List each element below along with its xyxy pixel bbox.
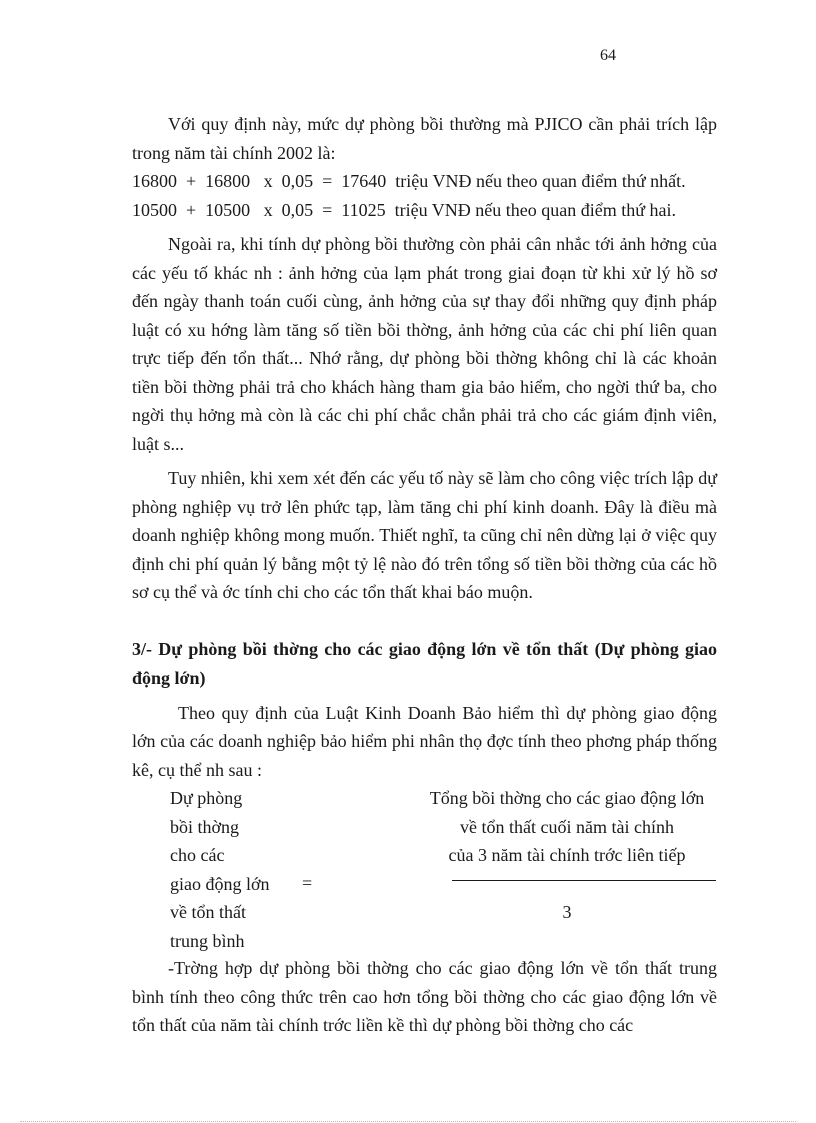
formula-numerator [417,784,717,870]
paragraph-however: Tuy nhiên, khi xem xét đến các yếu tố này sẽ làm cho công việc trích lập dự phòng nghiệp vụ trở lên phức tạp, làm tăng chi phí kinh doanh. Đây là điều mà doanh nghiệp không mong muốn. Thiết nghĩ, ta cũng chỉ nên dừng lại ở việc quy định chi phí quản lý bằng một tỷ lệ nào đó trên tổng số tiền bồi thờng của các hồ sơ cụ thể và ớc tính chi cho các tổn thất khai báo muộn. [132,468,717,602]
numerator-line: của 3 năm tài chính trớc liên tiếp [448,845,686,865]
page-number: 64 [600,47,616,64]
numerator-line: Tổng bồi thờng cho các giao động lớn [429,788,705,808]
formula-equals-sign: = [302,873,313,893]
formula-left-line: bồi thờng [170,816,240,837]
paragraph-case: -Trờng hợp dự phòng bồi thờng cho các giao động lớn về tổn thất trung bình tính theo công thức trên cao hơn tổng bồi thờng cho các giao động lớn về tổn thất của năm tài chính trớc liền kề thì dự phòng bồi thờng cho các [132,958,717,1035]
paragraph-intro: Với quy định này, mức dự phòng bồi thường mà PJICO cần phải trích lập trong năm tài chính 2002 là: [132,114,717,163]
paragraph-regulation: Theo quy định của Luật Kinh Doanh Bảo hiểm thì dự phòng giao động lớn của các doanh nghiệp bảo hiểm phi nhân thọ đợc tính theo phơng pháp thống kê, cụ thể nh sau : [132,702,717,780]
formula-left-line: trung bình [170,930,245,951]
formula-left-line: cho các [170,845,225,865]
page-bottom-border [20,1121,796,1122]
equation-second-view: 10500 + 10500 x 0,05 = 11025 triệu VNĐ nếu theo quan điểm thứ hai. [132,199,676,220]
formula-denominator: 3 [562,902,572,922]
section-heading: 3/- Dự phòng bồi thờng cho các giao động lớn về tổn thất (Dự phòng giao động lớn) [132,638,717,688]
reserve-formula [132,784,717,954]
equation-first-view: 16800 + 16800 x 0,05 = 17640 triệu VNĐ nếu theo quan điểm thứ nhất. [132,171,686,191]
formula-left-line: Dự phòng [170,788,243,808]
formula-left-side [170,784,300,955]
formula-left-line: về tổn thất [170,902,246,922]
paragraph-factors: Ngoài ra, khi tính dự phòng bồi thường còn phải cân nhắc tới ảnh hởng của các yếu tố khác nh : ảnh hởng của lạm phát trong giai đoạn từ khi xử lý hồ sơ đến ngày thanh toán cuối cùng, ảnh hởng của sự thay đổi những quy định pháp luật có xu hớng làm tăng số tiền bồi thờng, ảnh hởng của các chi phí liên quan trực tiếp đến tổn thất... Nhớ rằng, dự phòng bồi thờng không chỉ là các khoản tiền bồi thờng phải trả cho khách hàng tham gia bảo hiểm, cho ngời thứ ba, cho ngời thụ hởng mà còn là các chi phí chắc chắn phải trả cho các giám định viên, luật s... [132,234,717,454]
fraction-bar [452,880,716,881]
formula-left-line: giao động lớn [170,873,270,894]
numerator-line: về tổn thất cuối năm tài chính [460,816,674,837]
document-body [132,110,717,1040]
